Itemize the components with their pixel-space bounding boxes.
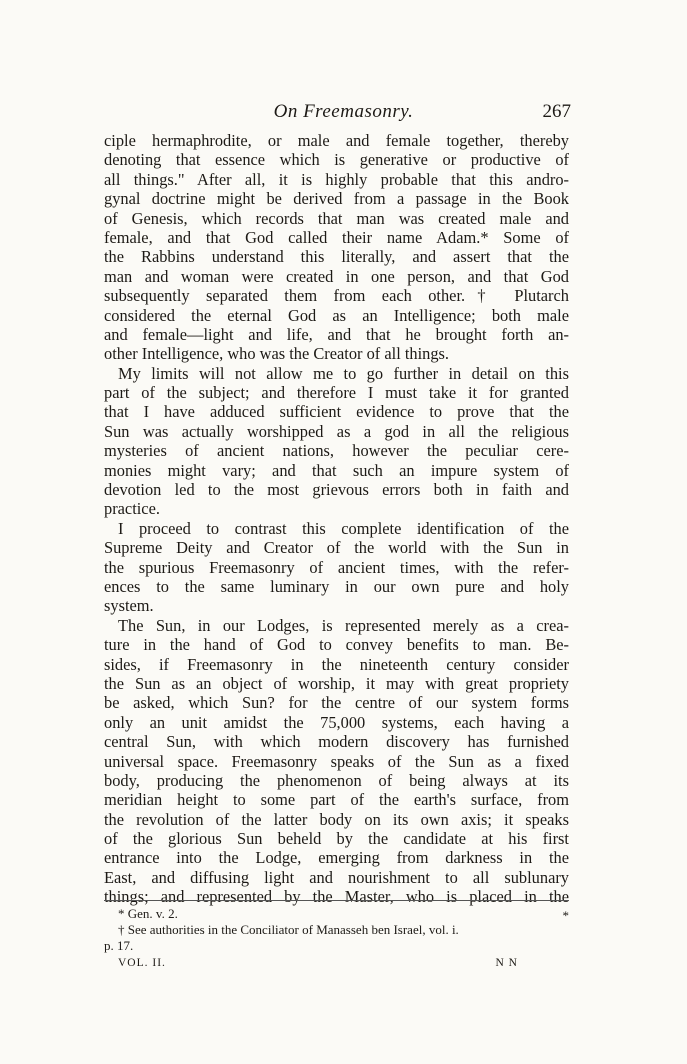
text-line: other Intelligence, who was the Creator of all things. bbox=[104, 344, 450, 364]
body-text bbox=[104, 131, 569, 907]
text-line: monies might vary; and that such an impure system of bbox=[104, 460, 569, 480]
text-line: devotion led to the most grievous errors both in faith and bbox=[104, 480, 569, 500]
text-line: gynal doctrine might be derived from a passage in the Book bbox=[104, 189, 569, 209]
footnote-divider bbox=[104, 900, 569, 901]
footnote-side-mark: * bbox=[562, 908, 569, 923]
page-header bbox=[0, 101, 687, 127]
text-line: be asked, which Sun? for the centre of our system forms bbox=[104, 693, 569, 713]
text-line: system. bbox=[104, 596, 154, 616]
text-line: only an unit amidst the 75,000 systems, each having a bbox=[104, 712, 569, 732]
text-line: of Genesis, which records that man was created male and bbox=[104, 208, 569, 228]
text-line: part of the subject; and therefore I must take it for granted bbox=[104, 383, 569, 403]
page-number: 267 bbox=[542, 101, 571, 122]
text-line: East, and diffusing light and nourishment to all sublunary bbox=[104, 867, 569, 887]
text-line: subsequently separated them from each other.† Plutarch bbox=[104, 286, 569, 306]
text-line: the spurious Freemasonry of ancient times, with the refer- bbox=[104, 557, 569, 577]
text-line: My limits will not allow me to go further in detail on this bbox=[118, 363, 569, 383]
text-line: of the glorious Sun beheld by the candidate at his first bbox=[104, 829, 569, 849]
text-line: female, and that God called their name Adam.* Some of bbox=[104, 227, 569, 247]
text-line: Sun was actually worshipped as a god in all the religious bbox=[104, 421, 569, 441]
text-line: I proceed to contrast this complete identification of the bbox=[118, 518, 569, 538]
text-line: and female—light and life, and that he brought forth an- bbox=[104, 324, 569, 344]
text-line: considered the eternal God as an Intelligence; both male bbox=[104, 305, 569, 325]
text-line: central Sun, with which modern discovery has furnished bbox=[104, 732, 569, 752]
signature-mark: N N bbox=[495, 957, 518, 969]
text-line: ences to the same luminary in our own pure and holy bbox=[104, 576, 569, 596]
printer-signature bbox=[118, 957, 518, 973]
footnote-2-continued: p. 17. bbox=[104, 938, 134, 953]
text-line: practice. bbox=[104, 499, 160, 519]
text-line: mysteries of ancient nations, however the peculiar cere- bbox=[104, 441, 569, 461]
volume-mark: VOL. II. bbox=[118, 957, 166, 969]
text-line: things; and represented by the Master, who is placed in the bbox=[104, 887, 569, 907]
text-line: man and woman were created in one person, and that God bbox=[104, 266, 569, 286]
text-line: the Rabbins understand this literally, and assert that the bbox=[104, 247, 569, 267]
text-line: meridian height to some part of the earth's surface, from bbox=[104, 790, 569, 810]
footnote-1: * Gen. v. 2. bbox=[118, 906, 178, 921]
text-line: entrance into the Lodge, emerging from darkness in the bbox=[104, 848, 569, 868]
text-line: the Sun as an object of worship, it may with great propriety bbox=[104, 673, 569, 693]
text-line: Supreme Deity and Creator of the world with the Sun in bbox=[104, 538, 569, 558]
text-line: that I have adduced sufficient evidence to prove that the bbox=[104, 402, 569, 422]
text-line: The Sun, in our Lodges, is represented merely as a crea- bbox=[118, 615, 569, 635]
text-line: ciple hermaphrodite, or male and female together, thereby bbox=[104, 131, 569, 150]
footnote-2: † See authorities in the Conciliator of Manasseh ben Israel, vol. i. bbox=[118, 922, 459, 937]
text-line: all things." After all, it is highly probable that this andro- bbox=[104, 169, 569, 189]
text-line: denoting that essence which is generative or productive of bbox=[104, 150, 569, 170]
running-title: On Freemasonry. bbox=[273, 101, 414, 122]
footnotes bbox=[104, 906, 569, 954]
text-line: sides, if Freemasonry in the nineteenth century consider bbox=[104, 654, 569, 674]
text-line: universal space. Freemasonry speaks of the Sun as a fixed bbox=[104, 751, 569, 771]
text-line: body, producing the phenomenon of being always at its bbox=[104, 770, 569, 790]
text-line: ture in the hand of God to convey benefits to man. Be- bbox=[104, 635, 569, 655]
text-line: the revolution of the latter body on its own axis; it speaks bbox=[104, 809, 569, 829]
